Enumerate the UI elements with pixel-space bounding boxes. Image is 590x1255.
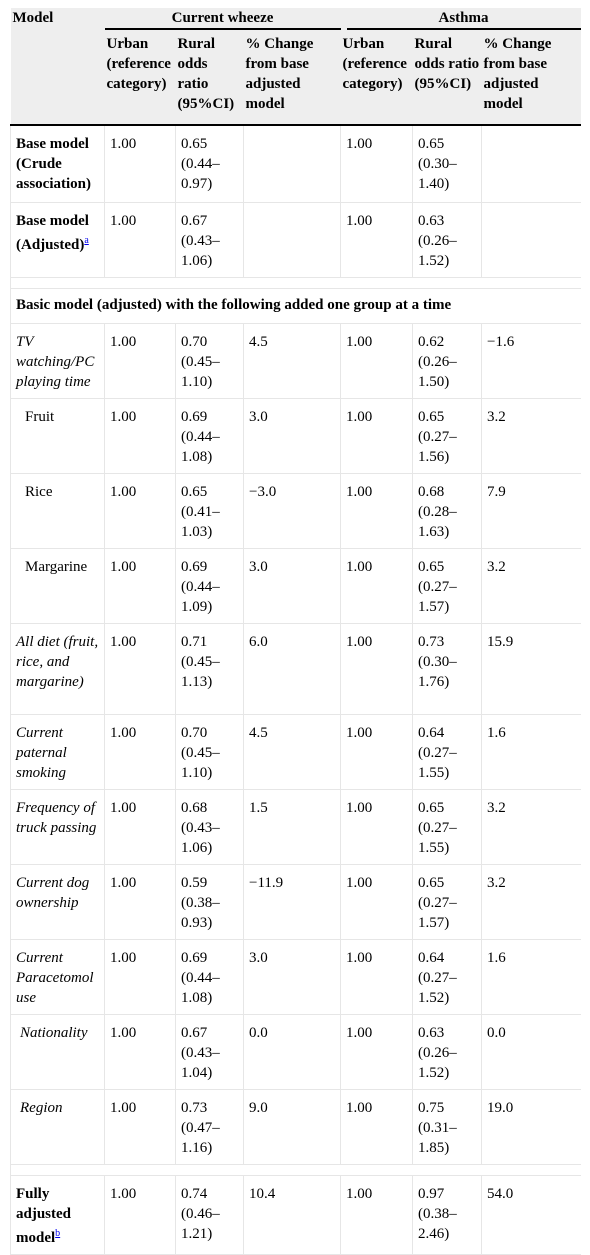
cell: 3.0: [244, 398, 341, 473]
cell: 1.00: [105, 548, 176, 623]
cell: 0.65 (0.27–1.55): [413, 789, 482, 864]
cell: 1.00: [341, 714, 413, 789]
row-label: Base model (Crude association): [11, 125, 105, 202]
cell: [482, 125, 581, 202]
table-row: [11, 714, 581, 789]
cell: 0.74 (0.46–1.21): [176, 1175, 244, 1254]
table-row: [11, 1014, 581, 1089]
row-label: Fruit: [11, 398, 105, 473]
footnote-a-link[interactable]: a: [84, 234, 89, 246]
cell: 0.70 (0.45–1.10): [176, 714, 244, 789]
cell: 0.63 (0.26–1.52): [413, 202, 482, 277]
cell: 0.75 (0.31–1.85): [413, 1089, 482, 1164]
cell: [244, 202, 341, 277]
cell: 0.68 (0.43–1.06): [176, 789, 244, 864]
cell: 0.0: [482, 1014, 581, 1089]
cell: 1.00: [105, 1175, 176, 1254]
cell: 1.6: [482, 714, 581, 789]
table-row: [11, 864, 581, 939]
cell: 15.9: [482, 623, 581, 714]
cell: 1.00: [105, 398, 176, 473]
cell: 3.2: [482, 398, 581, 473]
cell: 3.2: [482, 789, 581, 864]
cell: 1.00: [105, 623, 176, 714]
cell: 0.67 (0.43–1.06): [176, 202, 244, 277]
cell: 3.2: [482, 864, 581, 939]
cell: 1.00: [105, 1089, 176, 1164]
table-row: [11, 202, 581, 277]
cell: 0.59 (0.38–0.93): [176, 864, 244, 939]
cell: 1.00: [341, 1014, 413, 1089]
table-row: [11, 125, 581, 202]
row-label: Frequency of truck passing: [11, 789, 105, 864]
header-cw-change: % Change from base adjusted model: [244, 30, 341, 125]
cell: 0.65 (0.41–1.03): [176, 473, 244, 548]
cell: 0.70 (0.45–1.10): [176, 323, 244, 398]
header-as-rural: Rural odds ratio (95%CI): [413, 30, 482, 125]
cell: −11.9: [244, 864, 341, 939]
cell: 1.00: [105, 323, 176, 398]
cell: 19.0: [482, 1089, 581, 1164]
spacer-row: [11, 277, 581, 288]
cell: 1.00: [341, 789, 413, 864]
header-cw-urban: Urban (reference category): [105, 30, 176, 125]
cell: 0.65 (0.27–1.56): [413, 398, 482, 473]
row-label: All diet (fruit, rice, and margarine): [11, 623, 105, 714]
cell: 54.0: [482, 1175, 581, 1254]
row-label: Nationality: [11, 1014, 105, 1089]
cell: 0.64 (0.27–1.55): [413, 714, 482, 789]
cell: 3.0: [244, 939, 341, 1014]
cell: 0.67 (0.43–1.04): [176, 1014, 244, 1089]
table-row: [11, 1089, 581, 1164]
row-label: Current dog ownership: [11, 864, 105, 939]
cell: 1.00: [105, 789, 176, 864]
cell: 1.00: [105, 939, 176, 1014]
header-current-wheeze: Current wheeze: [105, 8, 341, 30]
row-label: Current paternal smoking: [11, 714, 105, 789]
cell: 0.62 (0.26–1.50): [413, 323, 482, 398]
cell: 0.65 (0.44–0.97): [176, 125, 244, 202]
cell: 0.68 (0.28–1.63): [413, 473, 482, 548]
row-label: Rice: [11, 473, 105, 548]
row-label: Base model (Adjusted): [16, 212, 89, 253]
cell: 10.4: [244, 1175, 341, 1254]
cell: 1.6: [482, 939, 581, 1014]
cell: −1.6: [482, 323, 581, 398]
row-label: Fully adjusted model: [16, 1185, 72, 1246]
cell: 4.5: [244, 714, 341, 789]
cell: 1.00: [341, 1089, 413, 1164]
cell: [482, 202, 581, 277]
cell: 0.0: [244, 1014, 341, 1089]
table-row: [11, 548, 581, 623]
header-model: Model: [11, 8, 105, 125]
cell: 0.69 (0.44–1.08): [176, 398, 244, 473]
cell: 0.71 (0.45–1.13): [176, 623, 244, 714]
cell: 1.00: [341, 939, 413, 1014]
cell: 1.00: [341, 323, 413, 398]
odds-ratio-table: [10, 8, 581, 1255]
cell: 1.00: [341, 125, 413, 202]
header-as-change: % Change from base adjusted model: [482, 30, 581, 125]
cell: 1.00: [105, 473, 176, 548]
cell: 0.69 (0.44–1.08): [176, 939, 244, 1014]
cell: 1.00: [341, 1175, 413, 1254]
cell: 4.5: [244, 323, 341, 398]
cell: 1.00: [105, 202, 176, 277]
cell: 0.65 (0.27–1.57): [413, 548, 482, 623]
row-label: Region: [11, 1089, 105, 1164]
cell: 1.00: [341, 864, 413, 939]
header-asthma: Asthma: [347, 8, 581, 30]
spacer-row: [11, 1164, 581, 1175]
section-label: Basic model (adjusted) with the following added one group at a time: [11, 288, 581, 323]
row-label: Current Paracetomol use: [11, 939, 105, 1014]
cell: 7.9: [482, 473, 581, 548]
cell: [244, 125, 341, 202]
cell: 0.73 (0.30–1.76): [413, 623, 482, 714]
table-row: [11, 323, 581, 398]
cell: 0.65 (0.30–1.40): [413, 125, 482, 202]
row-label: TV watching/PC playing time: [11, 323, 105, 398]
cell: 1.00: [341, 202, 413, 277]
cell: 1.00: [341, 398, 413, 473]
cell: 1.00: [105, 1014, 176, 1089]
table-row: [11, 623, 581, 714]
section-row: [11, 288, 581, 323]
row-label: Margarine: [11, 548, 105, 623]
cell: 0.73 (0.47–1.16): [176, 1089, 244, 1164]
cell: 1.00: [341, 623, 413, 714]
cell: 1.5: [244, 789, 341, 864]
header-as-urban: Urban (reference category): [341, 30, 413, 125]
cell: 3.0: [244, 548, 341, 623]
footnote-b-link[interactable]: b: [55, 1227, 61, 1239]
table-row: [11, 473, 581, 548]
cell: 1.00: [105, 864, 176, 939]
header-cw-rural: Rural odds ratio (95%CI): [176, 30, 244, 125]
cell: 9.0: [244, 1089, 341, 1164]
cell: 1.00: [105, 125, 176, 202]
cell: 0.97 (0.38–2.46): [413, 1175, 482, 1254]
cell: 1.00: [341, 473, 413, 548]
cell: −3.0: [244, 473, 341, 548]
table-row: [11, 1175, 581, 1254]
table-row: [11, 789, 581, 864]
cell: 0.64 (0.27–1.52): [413, 939, 482, 1014]
cell: 0.69 (0.44–1.09): [176, 548, 244, 623]
cell: 3.2: [482, 548, 581, 623]
table-row: [11, 398, 581, 473]
table-row: [11, 939, 581, 1014]
cell: 1.00: [105, 714, 176, 789]
cell: 0.65 (0.27–1.57): [413, 864, 482, 939]
cell: 6.0: [244, 623, 341, 714]
cell: 0.63 (0.26–1.52): [413, 1014, 482, 1089]
cell: 1.00: [341, 548, 413, 623]
